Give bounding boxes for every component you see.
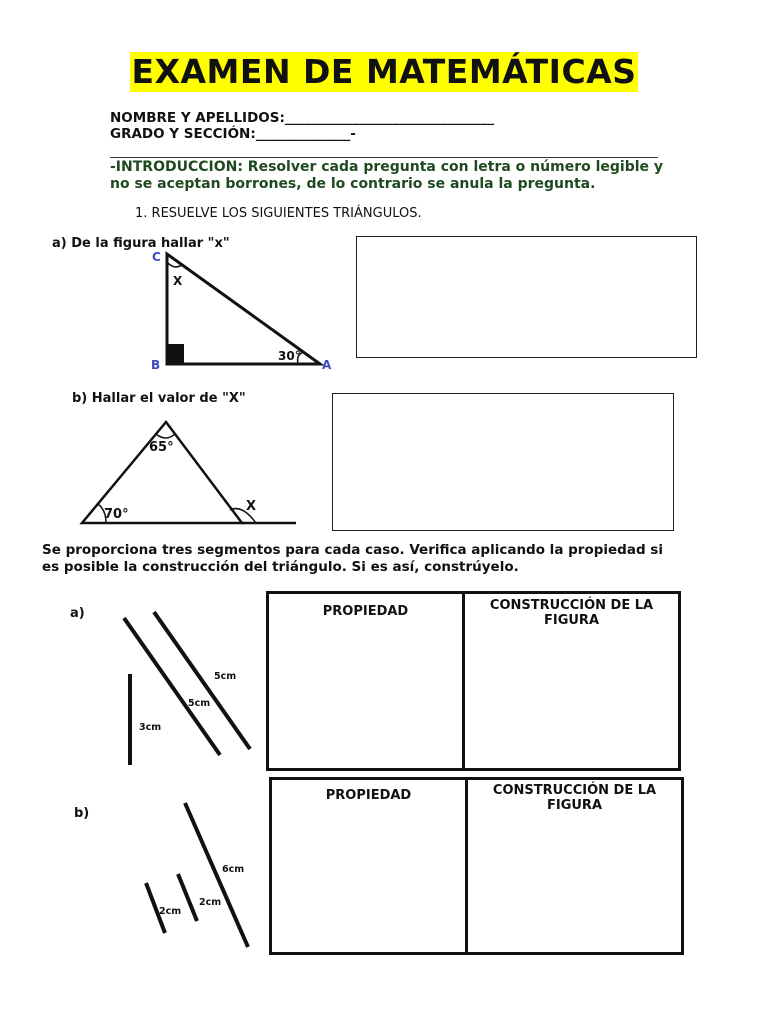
intro-text: -INTRODUCCION: Resolver cada pregunta con letra o número legible y no se aceptan borrones, de lo contrario se anula la pregunta. [110,159,664,192]
angle-top-arc [156,434,175,438]
angle-x-label: X [173,274,183,288]
grade-field: GRADO Y SECCIÓN:______________- [110,126,356,142]
seg-b-2cm-2: 2cm [159,906,182,917]
exam-title: EXAMEN DE MATEMÁTICAS [131,52,637,91]
case-b-property-box[interactable] [269,777,468,955]
question-1-label: 1. RESUELVE LOS SIGUIENTES TRIÁNGULOS. [135,206,422,221]
part-b-title: b) Hallar el valor de "X" [72,391,246,406]
seg-b-2cm-1: 2cm [199,897,222,908]
seg-a-5cm-1: 5cm [214,671,237,682]
case-b-construction-box[interactable] [465,777,684,955]
part-a-title: a) De la figura hallar "x" [52,236,230,251]
case-b-label: b) [74,806,90,821]
segment-b-1 [185,803,248,947]
case-a-property-box[interactable] [266,591,465,771]
angle-x-label-b: X [246,499,257,514]
name-field: NOMBRE Y APELLIDOS:_______________________________ [110,110,495,126]
vertex-b: B [151,358,161,372]
right-angle-mark [168,344,184,363]
case-a-property-header: PROPIEDAD [322,604,409,619]
question-2-instructions: Se proporciona tres segmentos para cada caso. Verifica aplicando la propiedad si es posible la construcción del triángulo. Si es así, constrúyelo. [42,542,663,575]
case-a-label: a) [70,606,85,621]
seg-b-6cm: 6cm [222,864,245,875]
case-b-construction-header: CONSTRUCCIÓN DE LA FIGURA [492,783,657,813]
answer-box-b[interactable] [332,393,674,531]
case-b-property-header: PROPIEDAD [325,788,412,803]
angle-70-label: 70° [104,507,129,522]
divider [110,157,658,158]
triangle-b-figure [78,410,300,528]
case-a-construction-box[interactable] [462,591,681,771]
angle-65-label: 65° [149,440,174,455]
seg-a-5cm-2: 5cm [188,698,211,709]
case-a-segments [110,600,270,775]
right-triangle-figure [140,248,340,374]
vertex-a: A [322,358,332,372]
triangle-abc [167,254,320,364]
seg-a-3cm: 3cm [139,722,162,733]
vertex-c: C [152,250,161,264]
case-b-segments [130,795,270,955]
case-a-construction-header: CONSTRUCCIÓN DE LA FIGURA [489,598,654,628]
answer-box-a[interactable] [356,236,697,358]
angle-30-label: 30° [278,349,301,363]
